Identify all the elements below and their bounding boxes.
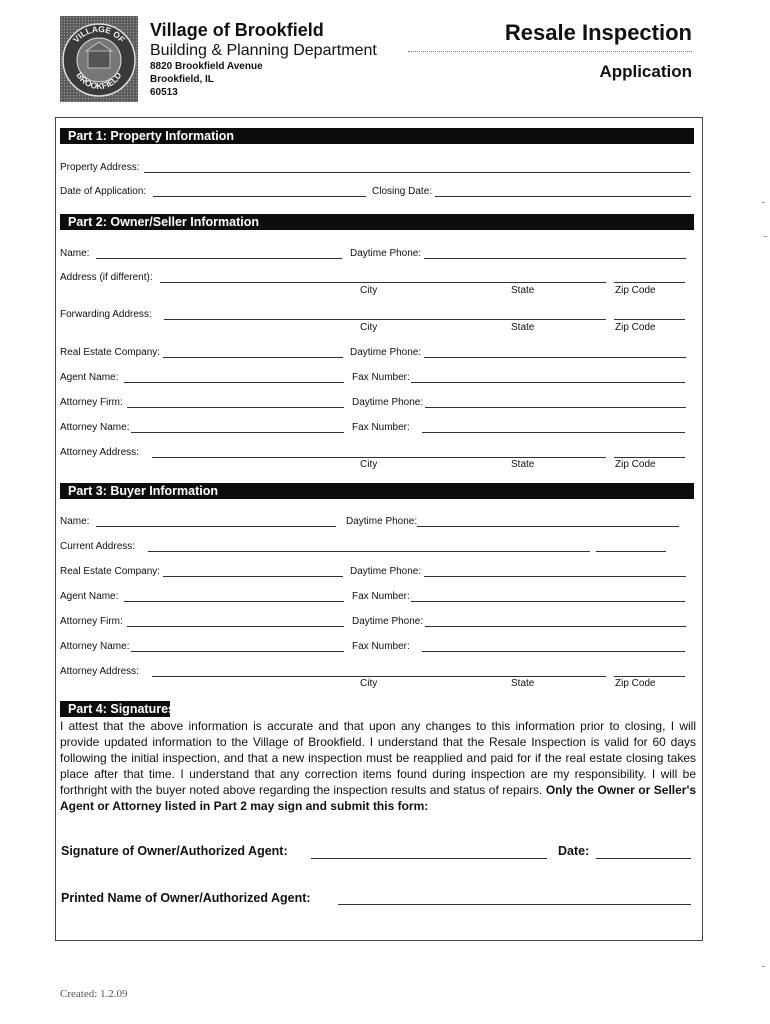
owner-daytime-phone-label: Daytime Phone: [350,248,422,259]
property-address-label: Property Address: [60,162,140,173]
owner-name-field[interactable] [96,258,342,259]
property-address-field[interactable] [144,172,690,173]
owner-address-label: Address (if different): [60,272,153,283]
buyer-attorney-name-label: Attorney Name: [60,641,130,652]
owner-attorney-address-field[interactable] [152,457,606,458]
organization-name: Village of Brookfield [150,20,324,40]
owner-attorney-phone-label: Daytime Phone: [352,397,424,408]
owner-address-state-caption: State [511,285,535,296]
forwarding-address-label: Forwarding Address: [60,309,152,320]
owner-agent-fax-label: Fax Number: [352,372,410,383]
forwarding-address-state-caption: State [511,322,535,333]
owner-attorney-address-zip-field[interactable] [614,457,685,458]
buyer-attorney-fax-label: Fax Number: [352,641,410,652]
owner-agent-phone-label: Daytime Phone: [350,347,422,358]
buyer-attorney-address-label: Attorney Address: [60,666,139,677]
closing-date-label: Closing Date: [372,186,433,197]
buyer-current-address-extra-field[interactable] [596,551,666,552]
forwarding-address-field[interactable] [164,319,606,320]
title-divider [408,51,692,52]
owner-name-label: Name: [60,248,90,259]
created-date: Created: 1.2.09 [60,988,128,1000]
owner-agent-name-label: Agent Name: [60,372,119,383]
buyer-real-estate-company-label: Real Estate Company: [60,566,161,577]
printed-name-label: Printed Name of Owner/Authorized Agent: [61,891,311,905]
part1-heading: Part 1: Property Information [60,128,694,144]
attestation-text: I attest that the above information is accurate and that upon any changes to this information prior to closing, I will provide updated information to the Village of Brookfield. I understand that the Resale Inspection is valid for 60 days following the initial inspection, and that a new inspection must be reapplied and paid for if the real estate closing takes place after that time. I understand that any correction items found during inspection are my responsibility. I will be forthright with the buyer noted above regarding the inspection results and status of repairs. [60,719,696,797]
forwarding-address-city-caption: City [360,322,378,333]
buyer-daytime-phone-field[interactable] [417,526,679,527]
owner-agent-phone-field[interactable] [424,357,686,358]
buyer-attorney-address-field[interactable] [152,676,606,677]
address-city-state: Brookfield, IL [150,74,214,85]
date-of-application-field[interactable] [153,196,366,197]
owner-attorney-firm-label: Attorney Firm: [60,397,123,408]
seal-text-bottom: BROOKFIELD [74,70,124,92]
forwarding-address-zip-field[interactable] [614,319,685,320]
owner-attorney-fax-label: Fax Number: [352,422,410,433]
signature-label: Signature of Owner/Authorized Agent: [61,844,288,858]
owner-attorney-name-label: Attorney Name: [60,422,130,433]
address-street: 8820 Brookfield Avenue [150,61,263,72]
scan-mark [762,202,765,203]
buyer-agent-fax-label: Fax Number: [352,591,410,602]
buyer-agent-name-field[interactable] [124,601,344,602]
buyer-attorney-firm-field[interactable] [127,626,344,627]
owner-address-zip-field[interactable] [614,282,685,283]
owner-attorney-name-field[interactable] [131,432,344,433]
scan-mark [764,236,767,237]
owner-attorney-firm-field[interactable] [127,407,344,408]
buyer-attorney-phone-field[interactable] [425,626,686,627]
owner-attorney-city-caption: City [360,459,378,470]
address-zip: 60513 [150,87,178,98]
buyer-agent-fax-field[interactable] [411,601,685,602]
owner-address-field[interactable] [160,282,606,283]
buyer-attorney-zip-caption: Zip Code [615,678,656,689]
signature-field[interactable] [311,858,547,859]
buyer-agent-phone-label: Daytime Phone: [350,566,422,577]
buyer-agent-name-label: Agent Name: [60,591,119,602]
buyer-name-field[interactable] [96,526,336,527]
buyer-attorney-state-caption: State [511,678,535,689]
part3-heading: Part 3: Buyer Information [60,483,694,499]
owner-address-zip-caption: Zip Code [615,285,656,296]
buyer-current-address-field[interactable] [148,551,590,552]
part4-heading: Part 4: Signatures [60,701,170,717]
buyer-attorney-phone-label: Daytime Phone: [352,616,424,627]
owner-address-city-caption: City [360,285,378,296]
owner-agent-fax-field[interactable] [411,382,685,383]
part2-heading: Part 2: Owner/Seller Information [60,214,694,230]
buyer-current-address-label: Current Address: [60,541,136,552]
owner-attorney-zip-caption: Zip Code [615,459,656,470]
department-name: Building & Planning Department [150,42,377,59]
buyer-agent-phone-field[interactable] [424,576,686,577]
owner-attorney-fax-field[interactable] [422,432,685,433]
buyer-attorney-address-zip-field[interactable] [614,676,685,677]
date-of-application-label: Date of Application: [60,186,147,197]
printed-name-field[interactable] [338,904,691,905]
attestation-bold-text: Only the Owner or Seller's Agent or Attorney listed in Part 2 may sign and submit this form: [60,783,697,813]
owner-agent-name-field[interactable] [124,382,344,383]
closing-date-field[interactable] [435,196,691,197]
owner-daytime-phone-field[interactable] [424,258,686,259]
signature-date-label: Date: [558,844,590,858]
owner-attorney-address-label: Attorney Address: [60,447,139,458]
seal-text-top: VILLAGE OF [70,23,128,45]
document-title: Resale Inspection [504,20,692,45]
buyer-real-estate-company-field[interactable] [163,576,343,577]
document-subtitle: Application [599,62,692,81]
buyer-attorney-firm-label: Attorney Firm: [60,616,123,627]
scan-mark [762,966,765,967]
owner-attorney-state-caption: State [511,459,535,470]
owner-real-estate-company-label: Real Estate Company: [60,347,161,358]
owner-attorney-phone-field[interactable] [425,407,686,408]
signature-date-field[interactable] [596,858,691,859]
attestation-paragraph [60,718,696,814]
form-frame [55,117,703,941]
forwarding-address-zip-caption: Zip Code [615,322,656,333]
buyer-attorney-fax-field[interactable] [422,651,685,652]
buyer-attorney-name-field[interactable] [131,651,344,652]
village-seal [60,16,138,102]
buyer-daytime-phone-label: Daytime Phone: [346,516,418,527]
buyer-attorney-city-caption: City [360,678,378,689]
organization-address [150,60,263,99]
owner-real-estate-company-field[interactable] [163,357,343,358]
buyer-name-label: Name: [60,516,90,527]
